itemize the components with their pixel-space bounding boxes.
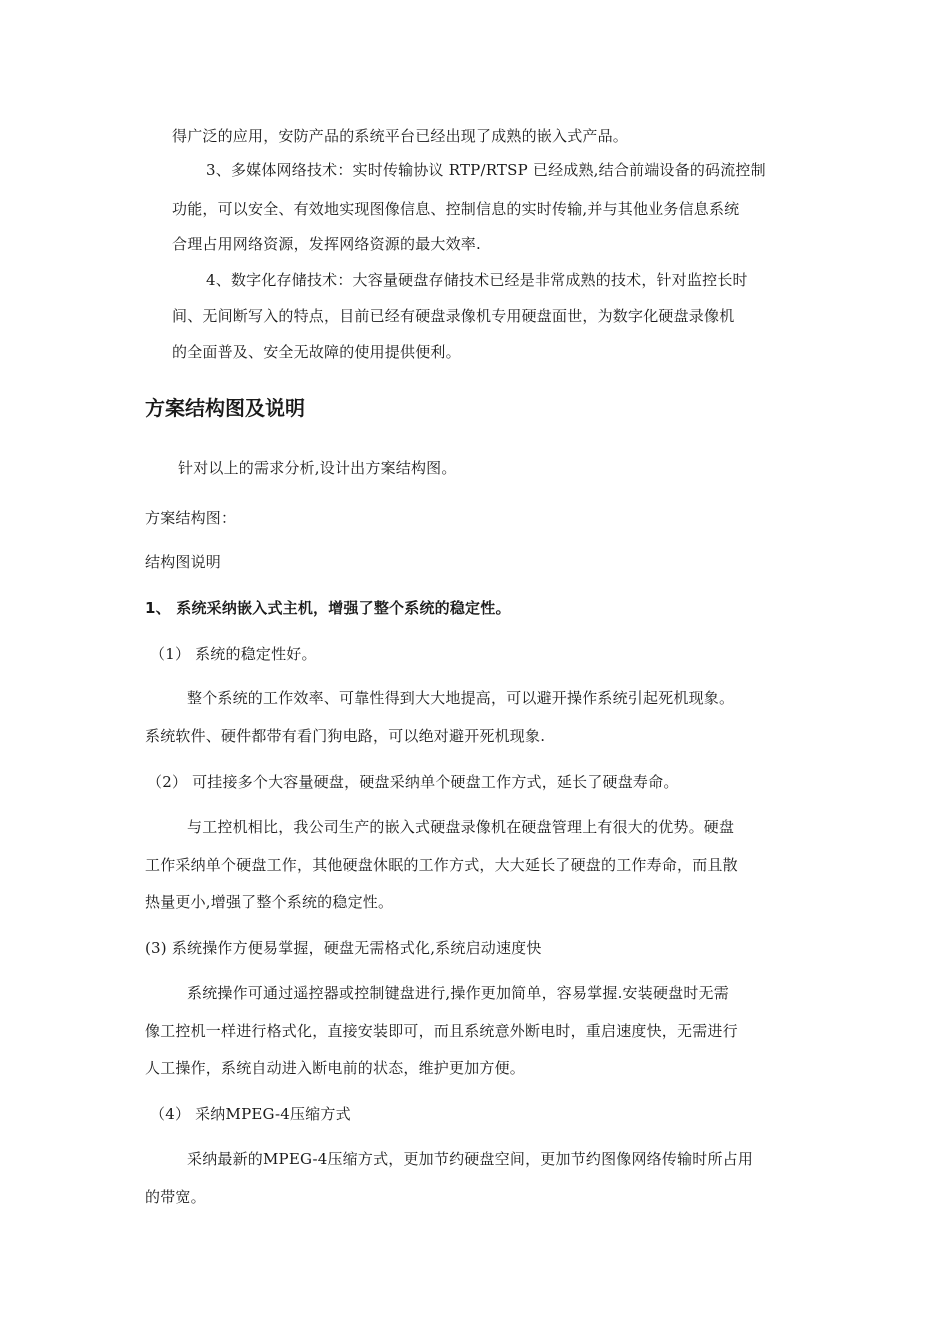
sub3-line-1: 系统操作可通过遥控器或控制键盘进行,操作更加简单，容易掌握.安装硬盘时无需 (187, 984, 729, 1002)
sub3-line-2: 像工控机一样进行格式化，直接安装即可，而且系统意外断电时，重启速度快，无需进行 (145, 1022, 738, 1040)
item3-line-3: 合理占用网络资源，发挥网络资源的最大效率. (172, 235, 481, 253)
sub4-line-1: 采纳最新的MPEG-4压缩方式，更加节约硬盘空间，更加节约图像网络传输时所占用 (187, 1150, 754, 1168)
sub2-title: （2） 可挂接多个大容量硬盘，硬盘采纳单个硬盘工作方式，延长了硬盘寿命。 (147, 773, 679, 791)
explain-label: 结构图说明 (145, 553, 222, 571)
sub2-line-1: 与工控机相比，我公司生产的嵌入式硬盘录像机在硬盘管理上有很大的优势。硬盘 (187, 818, 735, 836)
sub4-title: （4） 采纳MPEG-4压缩方式 (150, 1105, 351, 1123)
section-intro: 针对以上的需求分析,设计出方案结构图。 (178, 459, 457, 477)
sub3-title: (3) 系统操作方便易掌握，硬盘无需格式化,系统启动速度快 (145, 939, 542, 957)
sub2-line-3: 热量更小,增强了整个系统的稳定性。 (145, 893, 394, 911)
sub1-line-1: 整个系统的工作效率、可靠性得到大大地提高，可以避开操作系统引起死机现象。 (187, 689, 735, 707)
sub1-title: （1） 系统的稳定性好。 (150, 645, 317, 663)
sub2-line-2: 工作采纳单个硬盘工作，其他硬盘休眠的工作方式，大大延长了硬盘的工作寿命，而且散 (145, 856, 738, 874)
diagram-label: 方案结构图： (145, 509, 237, 527)
item4-line-3: 的全面普及、安全无故障的使用提供便利。 (172, 343, 461, 361)
item3-line-2: 功能，可以安全、有效地实现图像信息、控制信息的实时传输,并与其他业务信息系统 (172, 200, 740, 218)
sub4-line-2: 的带宽。 (145, 1188, 206, 1206)
point1-heading: 1、 系统采纳嵌入式主机，增强了整个系统的稳定性。 (145, 599, 511, 617)
sub3-line-3: 人工操作，系统自动进入断电前的状态，维护更加方便。 (145, 1059, 526, 1077)
item4-line-2: 间、无间断写入的特点，目前已经有硬盘录像机专用硬盘面世，为数字化硬盘录像机 (172, 307, 735, 325)
intro-line-1: 得广泛的应用，安防产品的系统平台已经出现了成熟的嵌入式产品。 (172, 127, 629, 145)
sub1-line-2: 系统软件、硬件都带有看门狗电路，可以绝对避开死机现象. (145, 727, 546, 745)
item3-line-1: 3、多媒体网络技术：实时传输协议 RTP/RTSP 已经成熟,结合前端设备的码流控制 (206, 161, 766, 179)
section-title: 方案结构图及说明 (145, 396, 305, 420)
item4-line-1: 4、数字化存储技术：大容量硬盘存储技术已经是非常成熟的技术，针对监控长时 (206, 271, 748, 289)
